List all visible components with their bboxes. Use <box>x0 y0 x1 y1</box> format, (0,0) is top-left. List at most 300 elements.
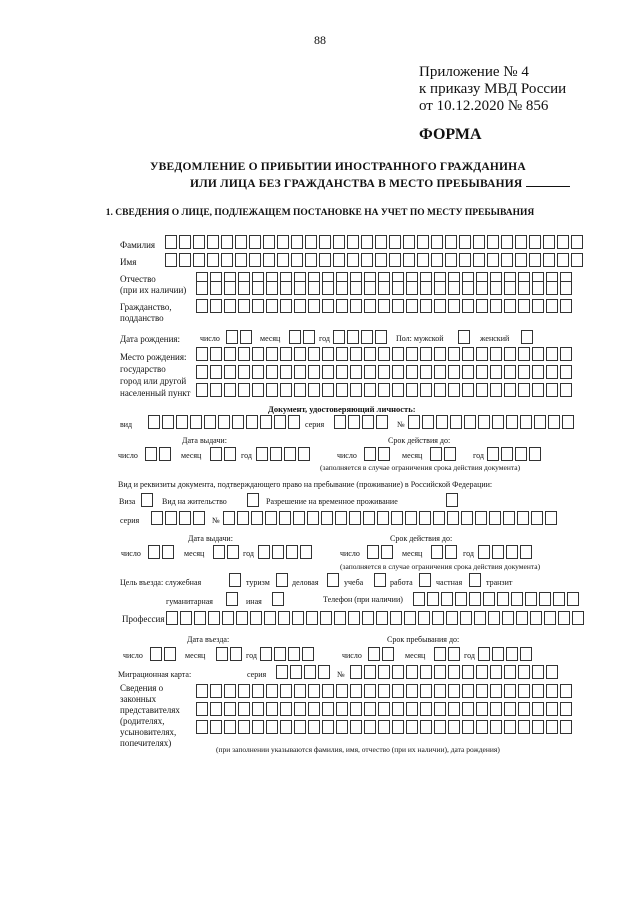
input-cell[interactable] <box>293 511 305 525</box>
input-cell[interactable] <box>179 511 191 525</box>
input-cell[interactable] <box>558 611 570 625</box>
input-cell[interactable] <box>333 253 345 267</box>
input-cell[interactable] <box>308 281 320 295</box>
input-cell[interactable] <box>389 235 401 249</box>
input-cell[interactable] <box>405 511 417 525</box>
input-cell[interactable] <box>364 365 376 379</box>
input-cell[interactable] <box>434 647 446 661</box>
input-cell[interactable] <box>560 383 572 397</box>
input-cell[interactable] <box>476 702 488 716</box>
input-cell[interactable] <box>504 665 516 679</box>
input-cell[interactable] <box>364 702 376 716</box>
input-cell[interactable] <box>487 235 499 249</box>
input-cell[interactable] <box>367 545 379 559</box>
input-cell[interactable] <box>517 511 529 525</box>
input-cell[interactable] <box>165 235 177 249</box>
input-cell[interactable] <box>375 330 387 344</box>
input-cell[interactable] <box>518 299 530 313</box>
input-cell[interactable] <box>557 235 569 249</box>
input-cell[interactable] <box>266 299 278 313</box>
input-cell[interactable] <box>336 281 348 295</box>
input-cell[interactable] <box>292 611 304 625</box>
input-cell[interactable] <box>376 415 388 429</box>
input-cell[interactable] <box>448 365 460 379</box>
input-cell[interactable] <box>420 347 432 361</box>
input-cell[interactable] <box>501 235 513 249</box>
input-cell[interactable] <box>176 415 188 429</box>
input-cell[interactable] <box>294 299 306 313</box>
input-cell[interactable] <box>235 253 247 267</box>
input-cell[interactable] <box>260 647 272 661</box>
input-cell[interactable] <box>238 720 250 734</box>
input-cell[interactable] <box>504 684 516 698</box>
input-cell[interactable] <box>497 592 509 606</box>
input-cell[interactable] <box>390 611 402 625</box>
input-cell[interactable] <box>515 235 527 249</box>
input-cell[interactable] <box>487 253 499 267</box>
input-cell[interactable] <box>238 347 250 361</box>
input-cell[interactable] <box>252 299 264 313</box>
input-cell[interactable] <box>571 235 583 249</box>
input-cell[interactable] <box>294 281 306 295</box>
input-cell[interactable] <box>448 720 460 734</box>
input-cell[interactable] <box>518 720 530 734</box>
input-cell[interactable] <box>447 511 459 525</box>
input-cell[interactable] <box>462 720 474 734</box>
input-cell[interactable] <box>224 365 236 379</box>
input-cell[interactable] <box>392 702 404 716</box>
title-blank-line[interactable] <box>526 185 570 187</box>
input-cell[interactable] <box>474 611 486 625</box>
input-cell[interactable] <box>560 347 572 361</box>
input-cell[interactable] <box>539 592 551 606</box>
input-cell[interactable] <box>521 330 533 344</box>
input-cell[interactable] <box>434 281 446 295</box>
input-cell[interactable] <box>238 702 250 716</box>
input-cell[interactable] <box>417 253 429 267</box>
input-cell[interactable] <box>336 347 348 361</box>
input-cell[interactable] <box>288 415 300 429</box>
input-cell[interactable] <box>196 299 208 313</box>
input-cell[interactable] <box>504 281 516 295</box>
input-cell[interactable] <box>145 447 157 461</box>
input-cell[interactable] <box>406 665 418 679</box>
input-cell[interactable] <box>196 365 208 379</box>
input-cell[interactable] <box>389 253 401 267</box>
input-cell[interactable] <box>260 415 272 429</box>
input-cell[interactable] <box>475 511 487 525</box>
input-cell[interactable] <box>252 702 264 716</box>
input-cell[interactable] <box>448 347 460 361</box>
input-cell[interactable] <box>520 545 532 559</box>
input-cell[interactable] <box>476 347 488 361</box>
input-cell[interactable] <box>350 720 362 734</box>
input-cell[interactable] <box>210 365 222 379</box>
input-cell[interactable] <box>392 347 404 361</box>
input-cell[interactable] <box>462 299 474 313</box>
input-cell[interactable] <box>503 511 515 525</box>
input-cell[interactable] <box>274 647 286 661</box>
input-cell[interactable] <box>193 511 205 525</box>
input-cell[interactable] <box>364 720 376 734</box>
input-cell[interactable] <box>432 611 444 625</box>
input-cell[interactable] <box>238 299 250 313</box>
input-cell[interactable] <box>350 299 362 313</box>
input-cell[interactable] <box>279 511 291 525</box>
input-cell[interactable] <box>210 684 222 698</box>
input-cell[interactable] <box>308 383 320 397</box>
input-cell[interactable] <box>459 253 471 267</box>
input-cell[interactable] <box>531 511 543 525</box>
input-cell[interactable] <box>294 365 306 379</box>
input-cell[interactable] <box>532 720 544 734</box>
input-cell[interactable] <box>392 383 404 397</box>
input-cell[interactable] <box>529 253 541 267</box>
input-cell[interactable] <box>492 545 504 559</box>
input-cell[interactable] <box>490 702 502 716</box>
input-cell[interactable] <box>164 647 176 661</box>
input-cell[interactable] <box>469 573 481 587</box>
input-cell[interactable] <box>240 330 252 344</box>
input-cell[interactable] <box>361 330 373 344</box>
input-cell[interactable] <box>378 383 390 397</box>
input-cell[interactable] <box>347 253 359 267</box>
input-cell[interactable] <box>560 281 572 295</box>
input-cell[interactable] <box>392 299 404 313</box>
input-cell[interactable] <box>321 511 333 525</box>
input-cell[interactable] <box>427 592 439 606</box>
input-cell[interactable] <box>476 281 488 295</box>
input-cell[interactable] <box>218 415 230 429</box>
input-cell[interactable] <box>263 235 275 249</box>
input-cell[interactable] <box>216 647 228 661</box>
input-cell[interactable] <box>476 684 488 698</box>
input-cell[interactable] <box>347 235 359 249</box>
input-cell[interactable] <box>148 545 160 559</box>
input-cell[interactable] <box>434 299 446 313</box>
input-cell[interactable] <box>336 299 348 313</box>
input-cell[interactable] <box>224 347 236 361</box>
input-cell[interactable] <box>180 611 192 625</box>
input-cell[interactable] <box>210 447 222 461</box>
input-cell[interactable] <box>165 253 177 267</box>
input-cell[interactable] <box>166 611 178 625</box>
input-cell[interactable] <box>406 383 418 397</box>
input-cell[interactable] <box>224 447 236 461</box>
input-cell[interactable] <box>434 347 446 361</box>
input-cell[interactable] <box>280 720 292 734</box>
input-cell[interactable] <box>272 592 284 606</box>
input-cell[interactable] <box>333 235 345 249</box>
input-cell[interactable] <box>348 415 360 429</box>
input-cell[interactable] <box>322 702 334 716</box>
input-cell[interactable] <box>272 545 284 559</box>
input-cell[interactable] <box>476 720 488 734</box>
input-cell[interactable] <box>300 545 312 559</box>
input-cell[interactable] <box>433 511 445 525</box>
input-cell[interactable] <box>361 235 373 249</box>
input-cell[interactable] <box>450 415 462 429</box>
input-cell[interactable] <box>378 447 390 461</box>
input-cell[interactable] <box>462 702 474 716</box>
input-cell[interactable] <box>224 702 236 716</box>
input-cell[interactable] <box>504 347 516 361</box>
input-cell[interactable] <box>378 665 390 679</box>
input-cell[interactable] <box>276 665 288 679</box>
input-cell[interactable] <box>406 299 418 313</box>
input-cell[interactable] <box>333 330 345 344</box>
input-cell[interactable] <box>276 573 288 587</box>
input-cell[interactable] <box>525 592 537 606</box>
input-cell[interactable] <box>210 702 222 716</box>
input-cell[interactable] <box>378 684 390 698</box>
input-cell[interactable] <box>210 347 222 361</box>
input-cell[interactable] <box>532 383 544 397</box>
input-cell[interactable] <box>364 447 376 461</box>
input-cell[interactable] <box>504 299 516 313</box>
input-cell[interactable] <box>492 647 504 661</box>
input-cell[interactable] <box>518 665 530 679</box>
input-cell[interactable] <box>560 702 572 716</box>
input-cell[interactable] <box>532 365 544 379</box>
input-cell[interactable] <box>252 684 264 698</box>
input-cell[interactable] <box>403 235 415 249</box>
input-cell[interactable] <box>196 347 208 361</box>
input-cell[interactable] <box>196 281 208 295</box>
input-cell[interactable] <box>327 573 339 587</box>
input-cell[interactable] <box>374 573 386 587</box>
input-cell[interactable] <box>289 330 301 344</box>
input-cell[interactable] <box>319 253 331 267</box>
input-cell[interactable] <box>263 253 275 267</box>
input-cell[interactable] <box>322 720 334 734</box>
input-cell[interactable] <box>546 720 558 734</box>
input-cell[interactable] <box>347 330 359 344</box>
input-cell[interactable] <box>506 545 518 559</box>
input-cell[interactable] <box>320 611 332 625</box>
input-cell[interactable] <box>546 347 558 361</box>
input-cell[interactable] <box>322 347 334 361</box>
input-cell[interactable] <box>445 253 457 267</box>
input-cell[interactable] <box>377 511 389 525</box>
input-cell[interactable] <box>404 611 416 625</box>
input-cell[interactable] <box>150 647 162 661</box>
input-cell[interactable] <box>487 447 499 461</box>
input-cell[interactable] <box>375 253 387 267</box>
input-cell[interactable] <box>459 235 471 249</box>
input-cell[interactable] <box>462 365 474 379</box>
input-cell[interactable] <box>515 447 527 461</box>
input-cell[interactable] <box>534 415 546 429</box>
input-cell[interactable] <box>305 235 317 249</box>
input-cell[interactable] <box>280 365 292 379</box>
input-cell[interactable] <box>518 383 530 397</box>
input-cell[interactable] <box>291 235 303 249</box>
input-cell[interactable] <box>553 592 565 606</box>
input-cell[interactable] <box>420 684 432 698</box>
input-cell[interactable] <box>298 447 310 461</box>
input-cell[interactable] <box>270 447 282 461</box>
input-cell[interactable] <box>506 647 518 661</box>
input-cell[interactable] <box>420 383 432 397</box>
input-cell[interactable] <box>238 383 250 397</box>
input-cell[interactable] <box>490 281 502 295</box>
input-cell[interactable] <box>392 281 404 295</box>
input-cell[interactable] <box>238 365 250 379</box>
input-cell[interactable] <box>196 684 208 698</box>
input-cell[interactable] <box>420 702 432 716</box>
input-cell[interactable] <box>223 511 235 525</box>
input-cell[interactable] <box>318 665 330 679</box>
input-cell[interactable] <box>294 720 306 734</box>
input-cell[interactable] <box>502 611 514 625</box>
input-cell[interactable] <box>532 665 544 679</box>
input-cell[interactable] <box>444 447 456 461</box>
input-cell[interactable] <box>294 684 306 698</box>
input-cell[interactable] <box>408 415 420 429</box>
input-cell[interactable] <box>532 347 544 361</box>
input-cell[interactable] <box>227 545 239 559</box>
input-cell[interactable] <box>376 611 388 625</box>
input-cell[interactable] <box>322 383 334 397</box>
input-cell[interactable] <box>420 281 432 295</box>
input-cell[interactable] <box>280 383 292 397</box>
input-cell[interactable] <box>490 684 502 698</box>
input-cell[interactable] <box>489 511 501 525</box>
input-cell[interactable] <box>193 235 205 249</box>
input-cell[interactable] <box>224 720 236 734</box>
input-cell[interactable] <box>277 235 289 249</box>
input-cell[interactable] <box>336 365 348 379</box>
input-cell[interactable] <box>308 299 320 313</box>
input-cell[interactable] <box>516 611 528 625</box>
input-cell[interactable] <box>252 365 264 379</box>
input-cell[interactable] <box>350 383 362 397</box>
input-cell[interactable] <box>308 720 320 734</box>
input-cell[interactable] <box>266 702 278 716</box>
input-cell[interactable] <box>490 720 502 734</box>
input-cell[interactable] <box>207 235 219 249</box>
input-cell[interactable] <box>224 281 236 295</box>
input-cell[interactable] <box>434 383 446 397</box>
input-cell[interactable] <box>159 447 171 461</box>
input-cell[interactable] <box>462 281 474 295</box>
input-cell[interactable] <box>266 684 278 698</box>
input-cell[interactable] <box>378 365 390 379</box>
input-cell[interactable] <box>162 415 174 429</box>
input-cell[interactable] <box>246 415 258 429</box>
input-cell[interactable] <box>256 447 268 461</box>
input-cell[interactable] <box>406 347 418 361</box>
input-cell[interactable] <box>381 545 393 559</box>
input-cell[interactable] <box>464 415 476 429</box>
input-cell[interactable] <box>364 347 376 361</box>
input-cell[interactable] <box>430 447 442 461</box>
input-cell[interactable] <box>476 383 488 397</box>
input-cell[interactable] <box>165 511 177 525</box>
input-cell[interactable] <box>448 383 460 397</box>
input-cell[interactable] <box>462 684 474 698</box>
input-cell[interactable] <box>238 684 250 698</box>
input-cell[interactable] <box>280 281 292 295</box>
input-cell[interactable] <box>221 235 233 249</box>
input-cell[interactable] <box>434 365 446 379</box>
input-cell[interactable] <box>266 281 278 295</box>
input-cell[interactable] <box>461 511 473 525</box>
input-cell[interactable] <box>364 684 376 698</box>
input-cell[interactable] <box>368 647 380 661</box>
input-cell[interactable] <box>406 702 418 716</box>
input-cell[interactable] <box>532 684 544 698</box>
input-cell[interactable] <box>391 511 403 525</box>
input-cell[interactable] <box>490 383 502 397</box>
input-cell[interactable] <box>308 365 320 379</box>
input-cell[interactable] <box>322 281 334 295</box>
input-cell[interactable] <box>334 611 346 625</box>
input-cell[interactable] <box>572 611 584 625</box>
input-cell[interactable] <box>448 702 460 716</box>
input-cell[interactable] <box>434 702 446 716</box>
input-cell[interactable] <box>252 347 264 361</box>
input-cell[interactable] <box>478 545 490 559</box>
input-cell[interactable] <box>504 702 516 716</box>
input-cell[interactable] <box>264 611 276 625</box>
input-cell[interactable] <box>226 330 238 344</box>
input-cell[interactable] <box>422 415 434 429</box>
input-cell[interactable] <box>350 347 362 361</box>
input-cell[interactable] <box>210 383 222 397</box>
input-cell[interactable] <box>419 511 431 525</box>
input-cell[interactable] <box>266 347 278 361</box>
input-cell[interactable] <box>294 347 306 361</box>
input-cell[interactable] <box>224 299 236 313</box>
input-cell[interactable] <box>221 253 233 267</box>
input-cell[interactable] <box>476 299 488 313</box>
input-cell[interactable] <box>304 665 316 679</box>
input-cell[interactable] <box>448 665 460 679</box>
input-cell[interactable] <box>504 383 516 397</box>
input-cell[interactable] <box>445 235 457 249</box>
input-cell[interactable] <box>546 281 558 295</box>
input-cell[interactable] <box>543 253 555 267</box>
input-cell[interactable] <box>557 253 569 267</box>
input-cell[interactable] <box>448 299 460 313</box>
input-cell[interactable] <box>251 511 263 525</box>
input-cell[interactable] <box>378 347 390 361</box>
input-cell[interactable] <box>567 592 579 606</box>
input-cell[interactable] <box>445 545 457 559</box>
input-cell[interactable] <box>446 611 458 625</box>
input-cell[interactable] <box>322 365 334 379</box>
input-cell[interactable] <box>546 702 558 716</box>
input-cell[interactable] <box>544 611 556 625</box>
input-cell[interactable] <box>196 720 208 734</box>
input-cell[interactable] <box>571 253 583 267</box>
input-cell[interactable] <box>520 647 532 661</box>
input-cell[interactable] <box>252 720 264 734</box>
input-cell[interactable] <box>483 592 495 606</box>
input-cell[interactable] <box>249 253 261 267</box>
input-cell[interactable] <box>350 281 362 295</box>
input-cell[interactable] <box>350 665 362 679</box>
input-cell[interactable] <box>504 720 516 734</box>
input-cell[interactable] <box>280 702 292 716</box>
input-cell[interactable] <box>518 702 530 716</box>
input-cell[interactable] <box>196 702 208 716</box>
input-cell[interactable] <box>529 447 541 461</box>
input-cell[interactable] <box>462 383 474 397</box>
input-cell[interactable] <box>265 511 277 525</box>
